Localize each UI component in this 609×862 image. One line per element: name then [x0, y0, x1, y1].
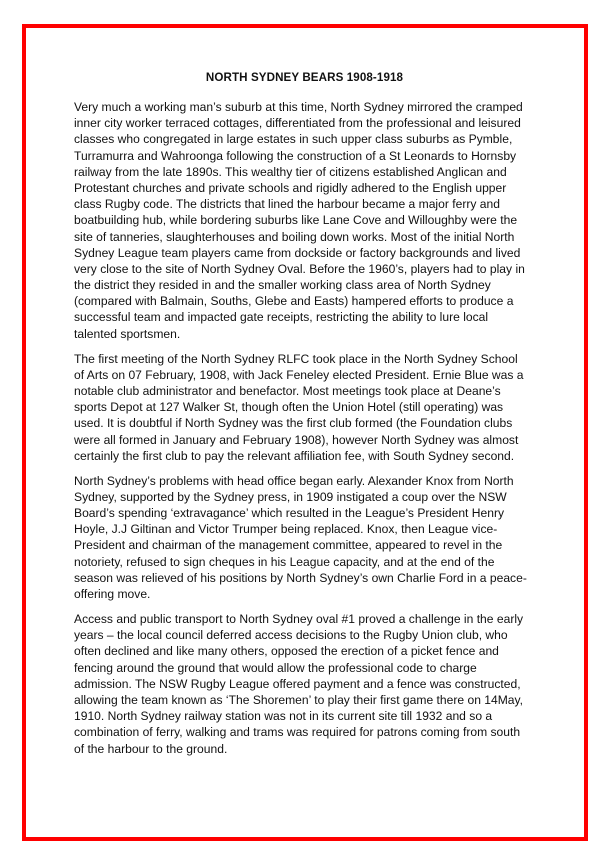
text-line: class Rugby code. The districts that lined the harbour became a major ferry and: [74, 197, 500, 212]
text-line: Board’s spending ‘extravagance’ which resulted in the League’s President Henry: [74, 506, 505, 521]
text-line: Turramurra and Wahroonga following the construction of a St Leonards to Hornsby: [74, 148, 517, 163]
text-line: certainly the first club to pay the relevant affiliation fee, with South Sydney second.: [74, 448, 515, 463]
text-line: were all formed in January and February 1908), however North Sydney was almost: [74, 432, 519, 447]
text-line: Sydney League team players came from dockside or factory backgrounds and lived: [74, 245, 521, 260]
text-line: sports Depot at 127 Walker St, though often the Union Hotel (still operating) was: [74, 400, 504, 415]
text-line: (compared with Balmain, Souths, Glebe and Easts) hampered efforts to produce a: [74, 294, 514, 309]
text-line: site of tanneries, slaughterhouses and boiling down works. Most of the initial North: [74, 229, 515, 244]
text-line: fencing around the ground that would allow the professional code to charge: [74, 660, 477, 675]
document-title: NORTH SYDNEY BEARS 1908-1918: [205, 71, 404, 84]
text-line: 1910. North Sydney railway station was not in its current site till 1932 and so a: [74, 709, 493, 724]
text-line: admission. The NSW Rugby League offered payment and a fence was constructed,: [74, 676, 521, 691]
text-line: notable club administrator and benefactor. Most meetings took place at Deane’s: [74, 383, 501, 398]
text-line: Hoyle, J.J Giltinan and Victor Trumper being replaced. Knox, then League vice-: [74, 522, 498, 537]
text-line: President and chairman of the management committee, appeared to revel in the: [74, 538, 503, 553]
text-line: season was relieved of his positions by North Sydney’s own Charlie Ford in a peace-: [74, 570, 527, 585]
paragraph-head-office-problems: [74, 473, 544, 603]
text-line: of the harbour to the ground.: [74, 741, 228, 756]
text-line: Protestant churches and private schools and rigidly adhered to the English upper: [74, 180, 507, 195]
text-line: combination of ferry, walking and trams was required for patrons coming from south: [74, 725, 521, 740]
text-line: inner city worker terraced cottages, differentiated from the professional and leisured: [74, 116, 521, 131]
paragraph-access-transport: [74, 611, 544, 757]
paragraph-first-meeting: [74, 351, 544, 464]
text-line: the district they resided in and the smaller working class area of North Sydney: [74, 278, 491, 293]
text-line: North Sydney’s problems with head office began early. Alexander Knox from North: [74, 473, 514, 488]
text-line: successful team and impacted gate receipts, restricting the ability to lure local: [74, 310, 489, 325]
text-line: often declined and like many others, opposed the erection of a picket fence and: [74, 644, 499, 659]
document-body: [74, 99, 544, 766]
text-line: used. It is doubtful if North Sydney was the first club formed (the Foundation clubs: [74, 416, 513, 431]
text-line: notoriety, refused to sign cheques in his League capacity, and at the end of the: [74, 554, 495, 569]
text-line: years – the local council deferred access decisions to the Rugby Union club, who: [74, 628, 508, 643]
text-line: Very much a working man’s suburb at this time, North Sydney mirrored the cramped: [74, 100, 523, 114]
text-line: very close to the site of North Sydney Oval. Before the 1960’s, players had to play in: [74, 261, 525, 276]
text-line: talented sportsmen.: [74, 326, 181, 341]
text-line: offering move.: [74, 587, 151, 602]
text-line: allowing the team known as ‘The Shoremen’ to play their first game there on 14May,: [74, 692, 524, 707]
paragraph-early-suburb: [74, 99, 544, 342]
text-line: boatbuilding hub, while bordering suburbs like Lane Cove and Willoughby were the: [74, 213, 518, 228]
text-line: The first meeting of the North Sydney RLFC took place in the North Sydney School: [74, 351, 518, 366]
text-line: of Arts on 07 February, 1908, with Jack Feneley elected President. Ernie Blue was a: [74, 367, 524, 382]
text-line: classes who congregated in large estates in such upper class suburbs as Pymble,: [74, 132, 513, 147]
text-line: Sydney, supported by the Sydney press, in 1909 instigated a coup over the NSW: [74, 489, 507, 504]
text-line: railway from the late 1890s. This wealthy tier of citizens established Anglican and: [74, 164, 507, 179]
text-line: Access and public transport to North Sydney oval #1 proved a challenge in the early: [74, 612, 524, 627]
